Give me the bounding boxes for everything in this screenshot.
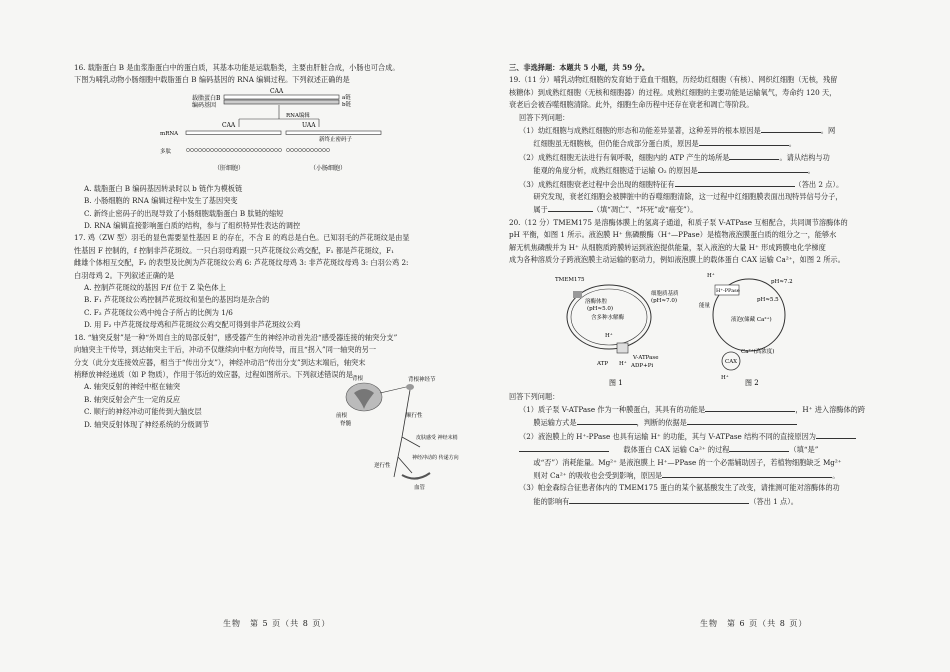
q19-pts: （答出 2 点）。 [794,179,844,189]
fig2-caption: 图 2 [745,378,759,387]
q17-line3: 雌雄个体相互交配，F₂ 的表型及比例为芦花斑纹公鸡 6: 芦花斑纹母鸡 3: 非芦花斑纹母鸡 3: 白羽公鸡 2: [74,258,409,268]
answer-blank[interactable] [699,137,789,146]
reverse-label: 逆行性 [374,463,391,470]
q20-t4: 。 [832,470,840,480]
ventral-root-label: 前根 [336,413,348,420]
q16-option-c: C. 新终止密码子的出现导致了小肠细胞载脂蛋白 B 肽链的缩短 [84,208,284,218]
q17-line1: 17. 鸡（ZW 型）羽毛的显色需要显性基因 E 的存在，不含 E 的鸡总是白色。已知羽毛的芦花斑纹是由显 [74,233,410,243]
effector-branch [398,457,412,473]
h-bottom-2: H⁺ [721,374,729,381]
q19-tail3: 。请从结构与功 [779,152,830,162]
vessel-label: 血管 [414,485,426,492]
q16-figure [74,87,449,183]
q18-option-d: D. 轴突反射体现了神经系统的分级调节 [84,419,210,429]
q20-sub2d-text: 则对 Ca²⁺ 的吸收也会受到影响，原因是 [519,470,663,480]
cax-label: CAX [725,358,738,365]
liver-label: （肝细胞） [214,164,245,172]
adp-label: ADP+Pi [631,362,654,369]
q19-tail2: 。 [788,139,796,149]
axon-trunk [394,390,410,477]
dorsal-ganglion-node [406,384,414,390]
intestine-label: （小肠细胞） [310,164,347,172]
q17-line2: 性基因 F 控制的，f 控制非芦花斑纹。一只白羽母鸡跟一只芦花斑纹公鸡交配，F₁ 都是芦花斑纹，F₁ [74,245,395,255]
figure-1-lysosome [555,277,679,387]
q19-sub1a [509,124,887,137]
q17-option-a: A. 控制芦花斑纹的基因 F/f 位于 Z 染色体上 [84,283,226,293]
q18-line1: 18. “轴突反射”是一种“外周自主的局部反射”，感受器产生的神经冲动首先沿“感受器连接的轴突分支” [74,332,398,342]
rna-editing-diagram [74,87,449,183]
dorsal-root-line [380,387,406,393]
figure-2-vacuole [699,273,793,387]
lyso-ph-1: 溶酶体腔 [585,298,608,305]
answer-blank[interactable] [687,416,797,425]
q20-t1: ，H⁺ 进入溶酶体的跨 [795,404,866,414]
lyso-ph-2: (pH≈5.0) [587,305,613,312]
right-page [509,62,887,508]
axon-reflex-figure [336,376,459,493]
lysosome-vacuole-figures [509,267,887,391]
fig1-caption: 图 1 [609,378,623,387]
q18-line2: 向轴突主干传导，到达轴突主干后，冲动不仅继续向中枢方向传导，而且“拐入”同一轴突的另一 [74,345,377,355]
ca-high-label: Ca²⁺(高浓度) [741,348,775,355]
hydrolase-label: 含多种水解酶 [591,314,625,321]
q18-line4: 梢释放神经递质（如 P 物质），作用于邻近的效应器，过程如图所示。下列叙述错误的是 [74,369,353,379]
tmem-label: TMEM175 [555,276,585,283]
q17-option-c: C. F₂ 芦花斑纹公鸡中纯合子所占的比例为 1/6 [84,307,233,317]
q18-option-a: A. 轴突反射的神经中枢在轴突 [84,382,181,392]
cyto-ph-2: (pH≈7.0) [651,297,677,304]
q20-sub1b [509,416,887,429]
uaa-label: UAA [302,121,316,129]
h-top-2: H⁺ [707,272,715,279]
q18-options [74,381,334,431]
receptor-label: 皮肤感受 神经末梢 [416,435,458,442]
q19-sub2a-text: （2）成熟红细胞无法进行有氧呼吸，细胞内的 ATP 产生的场所是 [519,152,730,162]
q19-fill: （填“凋亡”、“坏死”或“癌变”）。 [592,205,698,215]
gene-label [192,94,222,109]
answer-blank[interactable] [729,443,789,452]
b-chain-label: b链 [342,101,352,108]
forward-label: 顺行性 [406,413,423,420]
mrna-right-strand [286,131,381,135]
q20-line4: 成为各种溶质分子跨液泡膜主动运输的驱动力，例如液泡膜上的载体蛋白 CAX 运输 Ca²⁺，如图 2 所示。 [509,255,845,265]
q20-sub1a-text: （1）质子泵 V-ATPase 作为一种膜蛋白，其具有的功能是 [519,404,706,414]
q20-sub2b-text: 载体蛋白 CAX 运输 Ca²⁺ 的过程 [609,445,730,455]
q20-sub3b-text: 能的影响有 [519,496,570,506]
answer-blank[interactable] [705,403,795,412]
q17-option-b: B. F₁ 芦花斑纹公鸡控制芦花斑纹和显色的基因均是杂合的 [84,295,270,305]
q18-option-b: B. 轴突反射会产生一定的反应 [84,394,181,404]
q20-sub3b [509,495,887,508]
q19-sub2a [509,151,887,164]
q16-option-d: D. RNA 编辑直接影响蛋白质的结构，参与了组织特异性表达的调控 [84,221,301,231]
q18-line3: 分支（此分支连接效应器，相当于“传出分支”），神经冲动沿“传出分支”到达末端后，轴突末 [74,357,366,367]
atp-label: ATP [597,360,609,367]
q16-stem-line1: 16. 载脂蛋白 B 是血浆脂蛋白中的蛋白质，其基本功能是运载脂类，主要由肝脏合成，小肠也可合成。 [74,63,400,72]
q19-ask: 回答下列问题： [519,112,570,122]
q20-line2: pH 平衡，如图 1 所示。液泡膜 H⁺ 焦磷酸酶（H⁺—PPase）是植物液泡膜蛋白质的组分之一，能够水 [509,230,837,240]
caa-left: CAA [222,121,236,129]
a-chain-strand [224,95,339,99]
q18-option-c: C. 顺行的神经冲动可能传到大脑皮层 [84,407,202,417]
q19-sub3b: 研究发现，衰老红细胞会被脾脏中的吞噬细胞清除，这一过程中红细胞膜表面出现特异信号分子， [519,192,843,202]
vatp-label: V-ATPase [633,354,659,361]
stop-codon-label: 新终止密码子 [319,136,353,143]
q19-sub2b-text: 能观的角度分析，成熟红细胞适于运输 O₂ 的原因是 [519,166,698,176]
q20-line1: 20.（12 分）TMEM175 是溶酶体膜上的氢离子通道，和质子泵 V-ATPase 互相配合，共同调节溶酶体的 [509,217,848,227]
q19-tail4: 。 [807,166,815,176]
q20-ask: 回答下列问题： [509,391,560,401]
left-footer: 生物 第 5 页（共 8 页） [223,619,331,628]
q19-sub3c [509,203,887,216]
polypeptide-long [186,148,281,151]
caa-top: CAA [270,87,284,95]
q20-sub2d [509,469,887,482]
q20-t3: （填“是” [789,445,819,455]
dorsal-ganglion-label: 背根神经节 [408,377,436,384]
q19-sub1a-text: （1）幼红细胞与成熟红细胞的形态和功能差异显著，这种差异的根本原因是 [519,126,761,136]
answer-blank[interactable] [761,124,821,133]
hpp-label: H⁺-PPase [716,287,740,294]
rna-edit-label: RNA编辑 [286,112,310,119]
q19-line1: 19.（11 分）哺乳动物红细胞的发育始于造血干细胞，历经幼红细胞（有核）、网织红细胞（无核，残留 [509,75,838,85]
section-heading: 三、非选择题：本题共 5 小题，共 59 分。 [509,63,650,72]
q20-sub2c: 或“否”）消耗能量。Mg²⁺ 是液泡膜上 H⁺—PPase 的一个必需辅助因子，若植物细胞缺乏 Mg²⁺ [519,457,842,467]
q20-t2: ，判断的依据是 [636,418,687,428]
q16-option-b: B. 小肠细胞的 RNA 编辑过程中发生了基因突变 [84,196,238,206]
left-page [74,62,459,493]
answer-blank[interactable] [698,164,808,173]
answer-blank[interactable] [816,430,856,439]
polypeptide-label: 多肽 [160,148,172,155]
h-bottom: H⁺ [619,360,627,367]
q19-sub3a [509,178,887,191]
gene-label-1: 载脂蛋白B [192,94,221,102]
cyto-ph-1: 细胞质基质 [651,290,679,297]
q17-line4: 白羽母鸡 2。下列叙述正确的是 [74,270,175,280]
answer-blank[interactable] [662,469,832,478]
answer-blank[interactable] [577,416,637,425]
q17-option-d: D. 用 F₂ 中芦花斑纹母鸡和芦花斑纹公鸡交配可得到非芦花斑纹公鸡 [84,320,301,330]
q18-options-and-figure [74,376,459,493]
energy-label: 能量 [699,302,711,309]
impulse-label: 神经冲动的 传递方向 [412,455,459,462]
mrna-label: mRNA [160,130,179,137]
q20-sub1a [509,403,887,416]
q19-tail1: 。网 [820,126,836,136]
h-top-1: H⁺ [605,332,613,339]
answer-blank[interactable] [675,178,795,187]
answer-blank[interactable] [569,495,749,504]
q20-sub3a: （3）帕金森综合征患者体内的 TMEM175 蛋白的某个氨基酸发生了改变，请推测可能对溶酶体的功 [519,483,840,493]
blood-vessel [402,473,430,479]
ph72-label: pH≈7.2 [771,278,793,285]
polypeptide-short [286,148,329,151]
ph55-label: pH≈5.5 [757,296,779,303]
q20-sub2a-text: （2）液泡膜上的 H⁺-PPase 也具有运输 H⁺ 的功能，其与 V-ATPase 结构不同的直接原因为 [519,431,816,441]
mrna-left-strand [186,131,281,135]
q20-sub2b [509,443,887,456]
q20-line3: 解无机焦磷酸并为 H⁺ 从细胞质跨膜转运到液泡提供能量，泵入液泡的大量 H⁺ 形成跨膜电化学梯度 [509,242,826,252]
q19-sub2b [509,164,887,177]
spinal-label: 脊髓 [340,421,352,428]
q19-line3: 衰老后会被吞噬细胞清除。此外，细胞生命历程中还存在衰老和凋亡等阶段。 [509,100,754,110]
tmem-channel [573,291,582,298]
dorsal-horn-label: 背根 [352,376,364,383]
b-chain-strand [224,100,339,104]
vacuole-label: 液泡(储藏 Ca²⁺) [731,316,772,323]
answer-blank[interactable] [519,443,609,452]
q20-figures [509,267,887,391]
answer-blank[interactable] [548,203,593,212]
q19-sub3c-text: 属于 [519,205,548,215]
q19-line2: 核糖体）到成熟红细胞（无核和细胞器）的过程。成熟红细胞的主要功能是运输氧气，寿命约 120 天， [509,87,837,97]
q20-t5: （答出 1 点）。 [749,496,798,506]
q20-sub1b-text: 膜运输方式是 [519,418,577,428]
answer-blank[interactable] [729,151,779,160]
gene-label-2: 编码基因 [192,101,217,109]
q19-sub3a-text: （3）成熟红细胞衰老过程中会出现的细胞特征有 [519,179,675,189]
q16-stem-line2: 下图为哺乳动物小肠细胞中载脂蛋白 B 编码基因的 RNA 编辑过程。下列叙述正确的是 [74,75,350,85]
v-atpase-pump [617,343,628,353]
q20-sub2a [509,430,887,443]
right-footer: 生物 第 6 页（共 8 页） [700,619,808,628]
a-chain-label: a链 [342,94,351,101]
q19-sub1b-text: 红细胞虽无细胞核，但仍能合成部分蛋白质，原因是 [519,139,699,149]
q16-option-a: A. 载脂蛋白 B 编码基因转录时以 b 链作为模板链 [84,183,243,193]
q19-sub1b [509,137,887,150]
